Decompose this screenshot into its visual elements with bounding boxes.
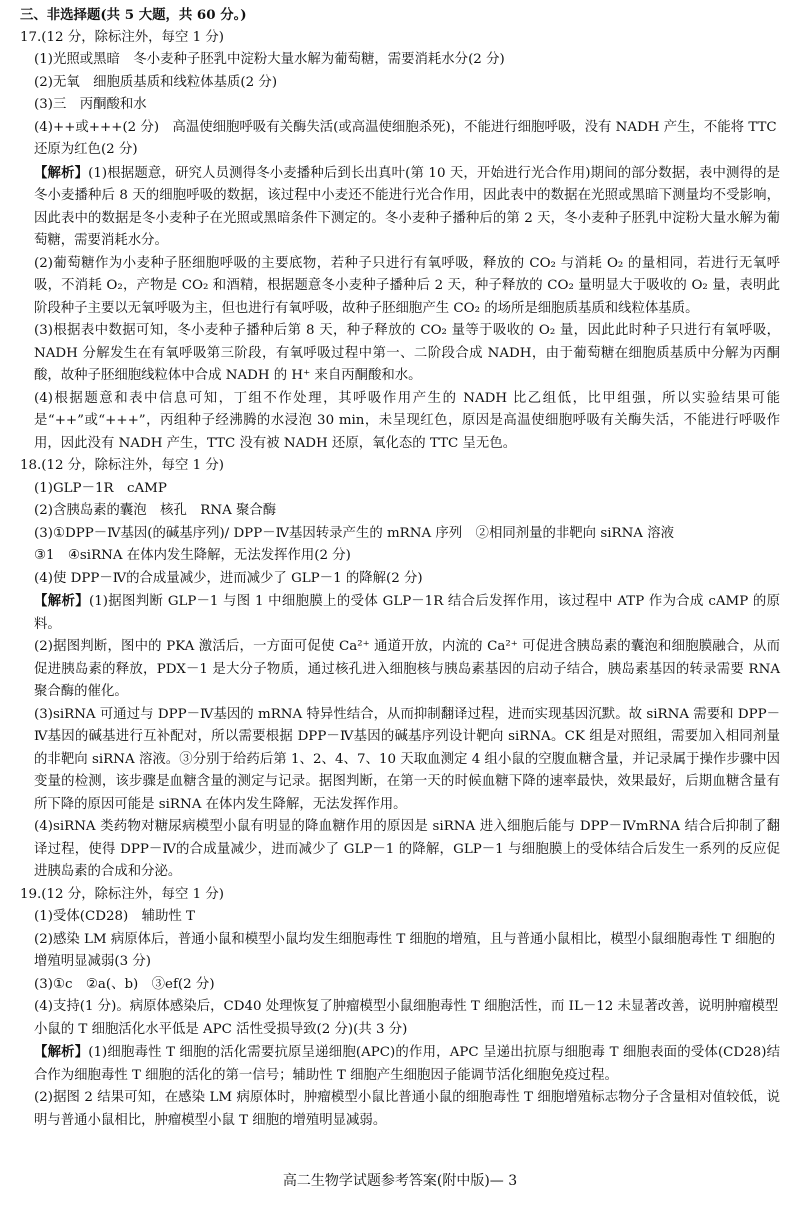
section-title: 三、非选择题(共 5 大题，共 60 分。): [20, 7, 247, 23]
q18-analysis-3: (3)siRNA 可通过与 DPP－Ⅳ基因的 mRNA 特异性结合，从而抑制翻译过程，进而实现基因沉默。故 siRNA 需要和 DPP－Ⅳ基因的碱基进行互补配对，所以需要根据 DPP－Ⅳ基因的碱基序列设计靶向 siRNA。CK 组是对照组，需要加入相同剂量的非靶向 siRNA 溶液。③分别于给药后第 1、2、4、7、10 天取血测定 4 组小鼠的空腹血糖含量，并记录属于操作步骤中因变量的检测，该步骤是血糖含量的测定与记录。据图判断，在第一天的时候血糖下降的速率最快，效果最好，后期血糖含量有所下降的原因可能是 siRNA 在体内发生降解，无法发挥作用。: [34, 706, 780, 812]
q18-answer-1: (1)GLP－1R cAMP: [34, 480, 167, 496]
q17-analysis-4: (4)根据题意和表中信息可知，丁组不作处理，其呼吸作用产生的 NADH 比乙组低，比甲组强，所以实验结果可能是“++”或“+++”，丙组种子经沸腾的水浸泡 30 min，未呈现红色，原因是高温使细胞呼吸有关酶失活，不能进行呼吸作用，因此没有 NADH 产生，TTC 没有被 NADH 还原，氧化态的 TTC 呈无色。: [34, 390, 780, 451]
q18-analysis-1: [34, 590, 780, 636]
q19-answer-1: (1)受体(CD28) 辅助性 T: [34, 909, 195, 924]
page-footer: 高二生物学试题参考答案(附中版)— 3: [282, 1173, 518, 1189]
q19-header: 19.(12 分，除标注外，每空 1 分): [20, 886, 224, 902]
q17-header: 17.(12 分，除标注外，每空 1 分): [20, 29, 224, 45]
q18-analysis-text-1: (1)据图判断 GLP－1 与图 1 中细胞膜上的受体 GLP－1R 结合后发挥作用，该过程中 ATP 作为合成 cAMP 的原料。: [34, 594, 781, 632]
q17-answer-1: (1)光照或黑暗 冬小麦种子胚乳中淀粉大量水解为葡萄糖，需要消耗水分(2 分): [34, 52, 505, 67]
q18-analysis-4: (4)siRNA 类药物对糖尿病模型小鼠有明显的降血糖作用的原因是 siRNA 进入细胞后能与 DPP－ⅣmRNA 结合后抑制了翻译过程，使得 DPP－Ⅳ的合成量减少，进而减少了 GLP－1 的降解，GLP－1 与细胞膜上的受体结合后发生一系列的反应促进胰岛素的合成和分泌。: [34, 819, 780, 879]
q18-header: 18.(12 分，除标注外，每空 1 分): [20, 458, 224, 473]
q18-answer-3: (3)①DPP－Ⅳ基因(的碱基序列)/ DPP－Ⅳ基因转录产生的 mRNA 序列 ②相同剂量的非靶向 siRNA 溶液: [34, 525, 674, 541]
q18-answer-4: (4)使 DPP－Ⅳ的合成量减少，进而减少了 GLP－1 的降解(2 分): [34, 570, 423, 586]
q17-answer-2: (2)无氧 细胞质基质和线粒体基质(2 分): [34, 74, 278, 90]
q19-answer-3: (3)①c ②a(、b) ③ef(2 分): [34, 976, 215, 992]
q17-analysis-tag: 【解析】: [34, 164, 89, 181]
q17-analysis-1: [34, 162, 780, 253]
q18-answer-3b: ③1 ④siRNA 在体内发生降解，无法发挥作用(2 分): [34, 548, 351, 563]
q18-analysis-tag: 【解析】: [34, 593, 89, 609]
question-17: [20, 27, 780, 456]
q19-answer-4: (4)支持(1 分)。病原体感染后，CD40 处理恢复了肿瘤模型小鼠细胞毒性 T 细胞活性，而 IL－12 未显著改善，说明肿瘤模型小鼠的 T 细胞活化水平低是 APC 活性受损导致(2 分)(共 3 分): [34, 999, 779, 1037]
question-18: [20, 455, 780, 884]
q18-analysis-2: (2)据图判断，图中的 PKA 激活后，一方面可促使 Ca²⁺ 通道开放，内流的 Ca²⁺ 可促进含胰岛素的囊泡和细胞膜融合，从而促进胰岛素的释放，PDX－1 是大分子物质，通过核孔进入细胞核与胰岛素基因的启动子结合，胰岛素基因的转录需要 RNA 聚合酶的催化。: [34, 639, 780, 699]
q17-answer-4: (4)++或+++(2 分) 高温使细胞呼吸有关酶失活(或高温使细胞杀死)，不能进行细胞呼吸，没有 NADH 产生，不能将 TTC 还原为红色(2 分): [34, 119, 777, 157]
question-19: [20, 884, 780, 1133]
q17-analysis-3: (3)根据表中数据可知，冬小麦种子播种后第 8 天，种子释放的 CO₂ 量等于吸收的 O₂ 量，因此此时种子只进行有氧呼吸，NADH 分解发生在有氧呼吸第三阶段，有氧呼吸过程中第一、二阶段合成 NADH，由于葡萄糖在细胞质基质中分解为丙酮酸，故种子胚细胞线粒体中合成 NADH 的 H⁺ 来自丙酮酸和水。: [34, 323, 780, 383]
q19-answer-2: (2)感染 LM 病原体后，普通小鼠和模型小鼠均发生细胞毒性 T 细胞的增殖，且与普通小鼠相比，模型小鼠细胞毒性 T 细胞的增殖明显减弱(3 分): [34, 931, 776, 969]
q19-analysis-text-1: (1)细胞毒性 T 细胞的活化需要抗原呈递细胞(APC)的作用，APC 呈递出抗原与细胞毒 T 细胞表面的受体(CD28)结合作为细胞毒性 T 细胞的活化的第一信号；辅助性 T 细胞产生细胞因子能调节活化细胞免疫过程。: [34, 1045, 780, 1083]
q17-analysis-text-1: (1)根据题意，研究人员测得冬小麦播种后到长出真叶(第 10 天，开始进行光合作用)期间的部分数据，表中测得的是冬小麦播种后 8 天的细胞呼吸的数据，该过程中小麦还不能进行光合作用，因此表中的数据在光照或黑暗下测量均不受影响，因此表中的数据是冬小麦种子在光照或黑暗条件下测定的。冬小麦种子播种后的第 2 天，冬小麦种子胚乳中淀粉大量水解为葡萄糖，需要消耗水分。: [34, 165, 780, 248]
q19-analysis-1: [34, 1041, 780, 1087]
q18-answer-2: (2)含胰岛素的囊泡 核孔 RNA 聚合酶: [34, 503, 277, 518]
q19-analysis-tag: 【解析】: [34, 1044, 89, 1060]
q19-analysis-2: (2)据图 2 结果可知，在感染 LM 病原体时，肿瘤模型小鼠比普通小鼠的细胞毒性 T 细胞增殖标志物分子含量相对值较低，说明与普通小鼠相比，肿瘤模型小鼠 T 细胞的增殖明显减弱。: [34, 1090, 780, 1128]
q17-answer-3: (3)三 丙酮酸和水: [34, 97, 147, 112]
q17-analysis-2: (2)葡萄糖作为小麦种子胚细胞呼吸的主要底物，若种子只进行有氧呼吸，释放的 CO₂ 与消耗 O₂ 的量相同，若进行无氧呼吸，不消耗 O₂，产物是 CO₂ 和酒精，根据题意冬小麦种子播种后 2 天，种子释放的 CO₂ 量明显大于吸收的 O₂ 量，表明此阶段种子主要以无氧呼吸为主，但也进行有氧呼吸，故种子胚细胞产生 CO₂ 的场所是细胞质基质和线粒体基质。: [34, 255, 780, 316]
